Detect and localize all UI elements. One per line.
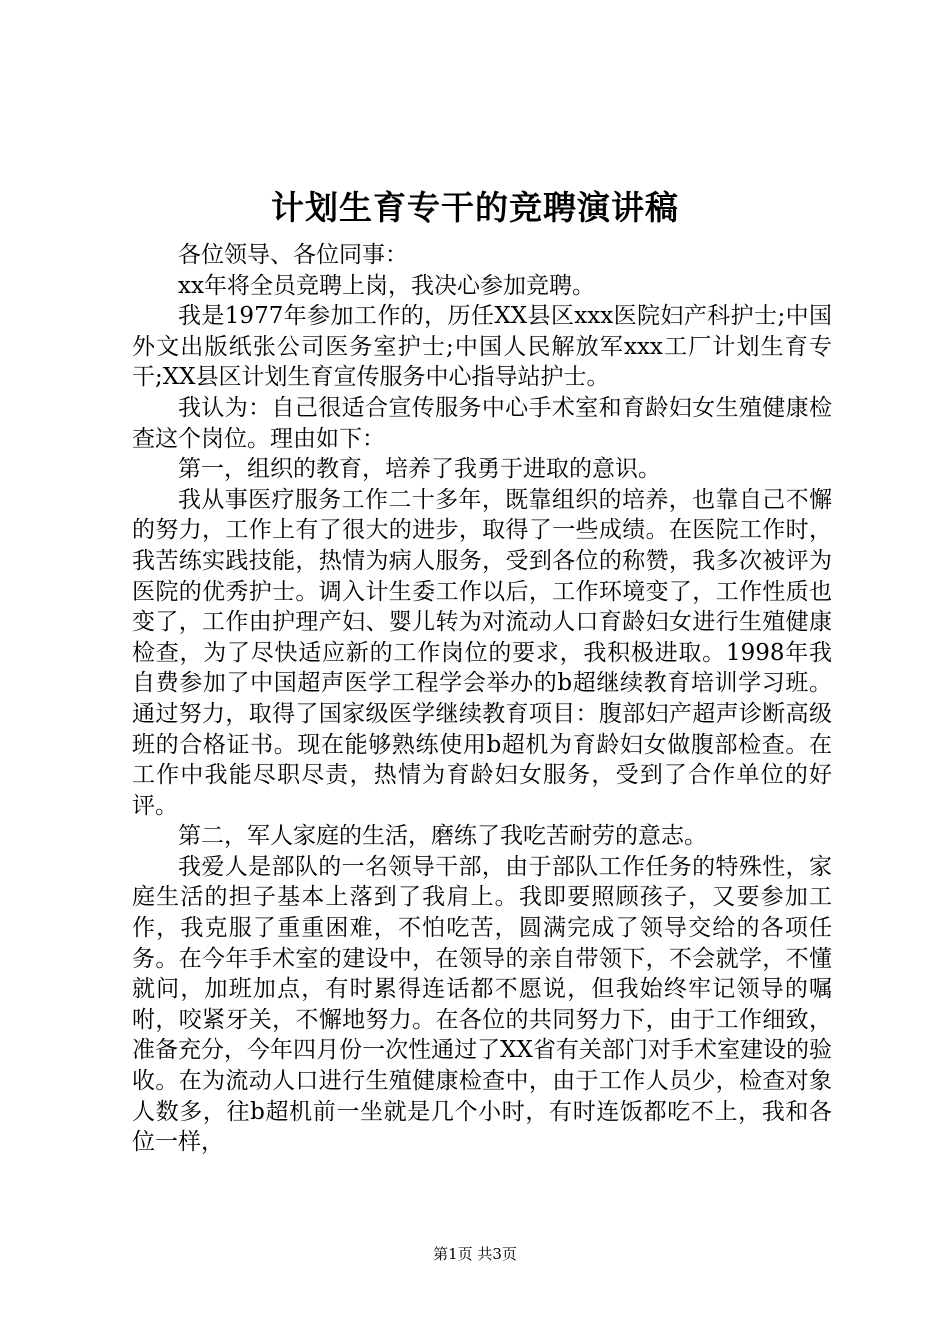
- paragraph-work-history: 我是1977年参加工作的，历任XX县区xxx医院妇产科护士;中国外文出版纸张公司医务室护士;中国人民解放军xxx工厂计划生育专干;XX县区计划生育宣传服务中心指导站护士。: [132, 303, 832, 391]
- paragraph-reason-two-body: 我爱人是部队的一名领导干部，由于部队工作任务的特殊性，家庭生活的担子基本上落到了我肩上。我即要照顾孩子，又要参加工作，我克服了重重困难，不怕吃苦，圆满完成了领导交给的各项任务。在今年手术室的建设中，在领导的亲自带领下，不会就学，不懂就问，加班加点，有时累得连话都不愿说，但我始终牢记领导的嘱咐，咬紧牙关，不懈地努力。在各位的共同努力下，由于工作细致，准备充分，今年四月份一次性通过了XX省有关部门对手术室建设的验收。在为流动人口进行生殖健康检查中，由于工作人员少，检查对象人数多，往b超机前一坐就是几个小时，有时连饭都吃不上，我和各位一样，: [132, 853, 832, 1156]
- paragraph-reason-two-heading: 第二，军人家庭的生活，磨练了我吃苦耐劳的意志。: [178, 823, 707, 850]
- paragraph-reason-one-heading: 第一，组织的教育，培养了我勇于进取的意识。: [178, 456, 661, 483]
- paragraph-reason-one-body: 我从事医疗服务工作二十多年，既靠组织的培养，也靠自己不懈的努力，工作上有了很大的进步，取得了一些成绩。在医院工作时，我苦练实践技能，热情为病人服务，受到各位的称赞，我多次被评为医院的优秀护士。调入计生委工作以后，工作环境变了，工作性质也变了，工作由护理产妇、婴儿转为对流动人口育龄妇女进行生殖健康检查，为了尽快适应新的工作岗位的要求，我积极进取。1998年我自费参加了中国超声医学工程学会举办的b超继续教育培训学习班。通过努力，取得了国家级医学继续教育项目：腹部妇产超声诊断高级班的合格证书。现在能够熟练使用b超机为育龄妇女做腹部检查。在工作中我能尽职尽责，热情为育龄妇女服务，受到了合作单位的好评。: [132, 486, 832, 819]
- page-footer: 第1页 共3页: [433, 1245, 517, 1263]
- paragraph-salutation: 各位领导、各位同事：: [178, 242, 408, 268]
- document-title: 计划生育专干的竞聘演讲稿: [271, 188, 679, 227]
- paragraph-suitability: 我认为：自己很适合宣传服务中心手术室和育龄妇女生殖健康检查这个岗位。理由如下：: [132, 394, 832, 452]
- paragraph-intro: xx年将全员竞聘上岗，我决心参加竞聘。: [178, 272, 595, 299]
- document-body: [132, 240, 832, 1158]
